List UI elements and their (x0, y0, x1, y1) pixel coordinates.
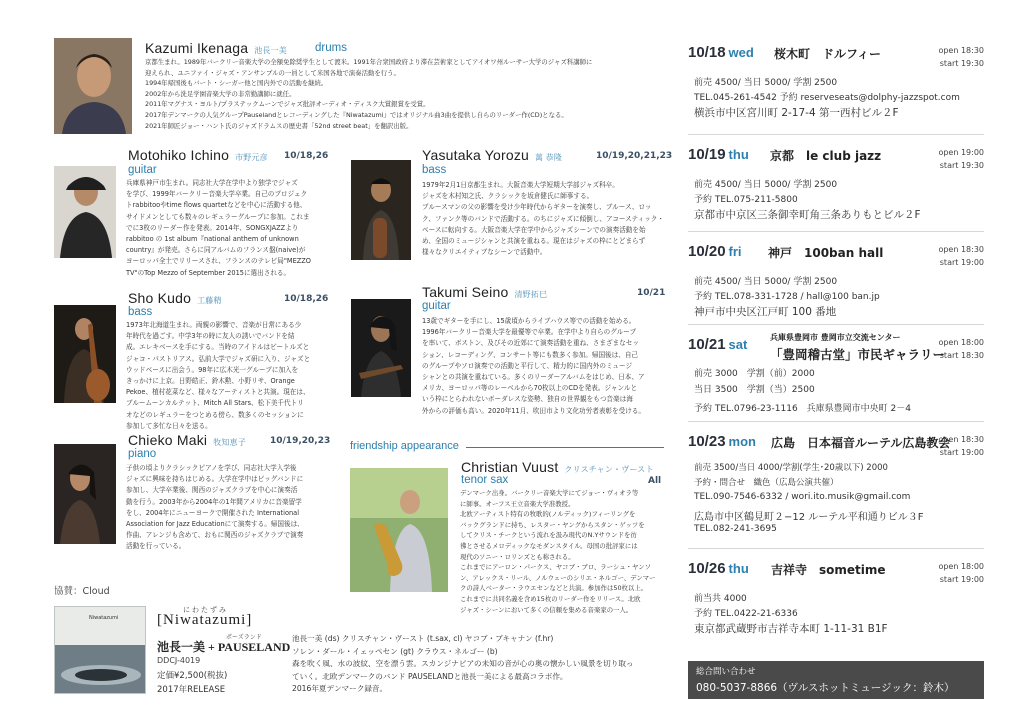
bio-line: 作曲、アレンジも含めて、おもに関西のジャズクラブで演奏 (126, 531, 304, 540)
musician-name: Yasutaka Yorozu (422, 147, 530, 163)
event-weekday: thu (728, 147, 749, 162)
bio-line: 京都生まれ。1989年バークリー音楽大学の全額免除奨学生として渡米。1991年合衆国政府より滞在芸術家としてアイオワ州ルーサー大学のジャズ科講師に (145, 58, 593, 66)
bio-line: 1973年北海道生まれ。両親の影響で、音楽が日常にある少 (126, 321, 302, 329)
event-open: open 18:00 (938, 338, 984, 347)
friendship-divider (466, 447, 664, 448)
name-christian-vuust (461, 459, 654, 475)
photo-takumi-seino (351, 299, 411, 397)
album-artist-prefix: 池長一美 + (157, 640, 218, 654)
bio-takumi-seino (422, 316, 667, 417)
musician-name-ja: クリスチャン・ヴースト (564, 465, 654, 474)
name-kazumi-ikenaga (145, 40, 287, 56)
bio-line: ブルームーンカルテット、Mitch All Stars、松下美千代トリ (126, 399, 304, 408)
bio-line: 彿とさせるメロディックなモダンスタイル。母国の批評家には (460, 541, 638, 550)
event-venue-sub: 兵庫県豊岡市 豊岡市立交流センター (770, 333, 901, 342)
musician-name-ja: 工藤精 (197, 296, 222, 305)
album-artist-ruby: ポーズランド (226, 634, 262, 641)
album-artist-band: PAUSELAND (217, 640, 291, 654)
event-10-26 (688, 560, 984, 640)
event-date-number: 10/20 (688, 243, 726, 260)
event-weekday: mon (728, 434, 756, 449)
event-price: 前売 4500/ 当日 5000/ 学割 2500 (694, 78, 838, 88)
event-venue: 広島 日本福音ルーテル広島教会 (771, 436, 951, 450)
event-date (688, 243, 742, 260)
bio-line: 北欧アーティスト特有の牧歌的(ノルディック)フィーリングを (460, 510, 636, 519)
event-date-number: 10/18 (688, 44, 726, 61)
bio-line: 子供の頃よりクラシックピアノを学び、同志社大学入学後 (126, 464, 297, 472)
dates-takumi: 10/21 (637, 288, 666, 298)
event-start: start 18:30 (939, 351, 984, 360)
contact-label: 総合問い合わせ (696, 667, 756, 677)
event-address: 広島市中区鶴見町２−12 ルーテル平和通りビル３F (694, 512, 924, 523)
bio-sho-kudo (126, 320, 326, 432)
event-address: 横浜市中区宮川町 2-17-4 第一西村ビル２F (694, 107, 899, 119)
bio-line: サイドメンとしても数々のレギュラーグループに参加。これま (126, 212, 310, 221)
event-price: 前売 4500/ 当日 5000/ 学割 2500 (694, 180, 838, 190)
bio-yasutaka-yorozu (422, 180, 667, 258)
event-open: open 18:30 (938, 435, 984, 444)
schedule-divider (688, 421, 984, 422)
event-start: start 19:00 (939, 258, 984, 267)
schedule-divider (688, 548, 984, 549)
dates-sho: 10/18,26 (284, 294, 329, 304)
bio-line: Association for Jazz Educationにて演奏する。帰国後は、 (126, 520, 304, 529)
event-price: 前売 3500/当日 4000/学割(学生･20歳以下) 2000 (694, 463, 888, 473)
event-10-18 (688, 44, 984, 136)
bio-line: のグループやソロ演奏での活動と平行して、精力的に国内外のミュージ (422, 361, 633, 370)
bio-line: 13歳でギターを手にし、15歳頃からライブハウス等での活動を始める。 (422, 317, 636, 325)
bio-motohiko-ichino (126, 178, 326, 279)
bio-line: 2011年マグナス・ヨルト/プラステックムーンでジャズ批評オーディオ・ディスク大賞銀賞を受賞。 (145, 100, 430, 109)
album-artist (157, 638, 290, 655)
bio-line: 池長一美 (ds) クリスチャン・ヴースト (t.sax, cl) ヤコブ・ブキャナン (f.hr) (292, 634, 554, 643)
album-description (292, 633, 672, 696)
event-times (938, 146, 984, 172)
event-date (688, 560, 749, 577)
event-price: 前売 4500/ 当日 5000/ 学割 2500 (694, 277, 838, 287)
event-contact: TEL.090-7546-6332 / wori.ito.musik@gmail.com (694, 492, 911, 502)
event-address: 京都市中京区三条御幸町角三条ありもとビル２F (694, 209, 921, 221)
schedule-divider (688, 231, 984, 232)
bio-line: 動を行う。2003年から2004年の1年間アメリカに音楽留学 (126, 497, 302, 506)
name-chieko-maki (128, 432, 246, 448)
event-date (688, 44, 754, 61)
album-cover-title: Niwatazumi (89, 615, 119, 621)
bio-line: 成。エレキベースを手にする。当時のアイドルはビートルズと (126, 343, 310, 352)
musician-name: Christian Vuust (461, 459, 559, 475)
bio-line: 2016年夏デンマーク録音。 (292, 684, 388, 694)
bio-line: オなどのレギュラーをつとめる傍ら、数多くのセッションに (126, 410, 304, 419)
bio-line: Pekoe、植村花菜など、様々なアーティストと共演。現在は、 (126, 388, 310, 397)
event-weekday: thu (728, 561, 749, 576)
event-times (938, 243, 984, 269)
bio-line: バックグランドに持ち、レスター・ヤングからスタン・ゲッツを (460, 520, 645, 529)
event-date-number: 10/23 (688, 433, 726, 450)
event-start: start 19:30 (939, 59, 984, 68)
event-start: start 19:00 (939, 448, 984, 457)
bio-line: きっかけに上京。日野皓正、鈴木勲、小野リサ、Orange (126, 377, 295, 386)
bio-line: トrabbitooやtime flows quartetなどを中心に活動する他、 (126, 201, 307, 210)
bio-line: ジャズ・シーンにおいて多くの信頼を集める音楽家の一人。 (460, 605, 633, 614)
event-open: open 18:00 (938, 562, 984, 571)
bio-line: TV"のTop Mezzo of September 2015に選出される。 (126, 268, 291, 277)
bio-line: め、全国のミュージシャンと共演を重ねる。現在はジャズの枠にとどまらず (422, 237, 646, 246)
bio-line: ベースに転向する。大阪音楽大学在学中からジャズシーンでの演奏活動を始 (422, 225, 646, 234)
event-venue: 京都 le club jazz (770, 149, 882, 163)
musician-name-ja: 池長一美 (254, 46, 288, 55)
bio-line: 2002年から洗足学園音楽大学の非常勤講師に就任。 (145, 89, 296, 98)
event-reservation: 予約 TEL.0422-21-6336 (694, 609, 798, 619)
bio-line: をし、2004年にニューヨークで開催された International (126, 508, 300, 517)
musician-name: Kazumi Ikenaga (145, 40, 249, 56)
event-weekday: sat (728, 337, 748, 352)
instrument-chieko: piano (128, 448, 157, 460)
dates-motohiko: 10/18,26 (284, 151, 329, 161)
event-10-23 (688, 433, 984, 553)
schedule-divider (688, 324, 984, 325)
bio-line: 外からの評価も高い。2020年11月、吹田市より文化功労者表彰を受ける。 (422, 406, 645, 415)
event-10-21 (688, 333, 984, 426)
event-open: open 18:30 (938, 245, 984, 254)
musician-name-ja: 牧知恵子 (213, 438, 247, 447)
event-address: 東京都武蔵野市吉祥寺本町 1-11-31 B1F (694, 623, 888, 635)
photo-motohiko-ichino (54, 166, 116, 258)
event-reservation: 予約 TEL.075-211-5800 (694, 195, 798, 205)
event-open: open 18:30 (938, 46, 984, 55)
event-venue: 桜木町 ドルフィー (774, 47, 882, 61)
bio-line: 森を吹く風、水の波紋、空を漂う雲。スカンジナビアの未知の音が心の奥の懐かしい風景を切り取っ (292, 659, 634, 669)
bio-kazumi-ikenaga (145, 57, 665, 131)
bio-chieko-maki (126, 463, 326, 553)
album-title-ruby: にわたずみ (183, 606, 228, 614)
event-venue: 「豊岡稽古堂」市民ギャラリー (770, 347, 946, 362)
bio-line: いう枠にとらわれないボーダレスな姿勢、独自の世界観をもつ音楽は海 (422, 395, 633, 404)
bio-line: ジャズを木村知之氏、クラシックを坂倉健氏に師事する。 (422, 192, 594, 201)
dates-chieko: 10/19,20,23 (270, 436, 331, 446)
event-venue: 吉祥寺 sometime (771, 563, 886, 577)
event-price: 前当共 4000 (694, 594, 747, 604)
friendship-label: friendship appearance (350, 440, 459, 452)
musician-name: Takumi Seino (422, 284, 509, 300)
event-weekday: fri (728, 244, 742, 259)
photo-sho-kudo (54, 305, 116, 403)
event-date-number: 10/26 (688, 560, 726, 577)
event-reservation: TEL.045-261-4542 予約 reserveseats@dolphy-jazzspot.com (694, 93, 960, 103)
event-price-door: 当日 3500 学割（当）2500 (694, 385, 815, 395)
instrument-motohiko: guitar (128, 164, 157, 176)
photo-kazumi-ikenaga (54, 38, 132, 134)
event-times (938, 433, 984, 459)
bio-line: を学び、1999年バークリー音楽大学卒業。自己のプロジェク (126, 190, 308, 199)
event-date-number: 10/19 (688, 146, 726, 163)
bio-line: でに3枚のリーダー作を発表。2014年、SONGXJAZZより (126, 223, 299, 232)
name-motohiko-ichino (128, 147, 268, 163)
name-takumi-seino (422, 284, 547, 300)
bio-christian-vuust (460, 488, 670, 615)
musician-name-ja: 萬 恭隆 (535, 153, 563, 162)
bio-line: 参加し、大学卒業後、関西のジャズクラブを中心に演奏活 (126, 486, 298, 495)
instrument-christian: tenor sax (461, 474, 509, 486)
instrument-sho: bass (128, 306, 153, 318)
bio-line: 現代のソニー・ロリンズとも称される。 (460, 552, 575, 561)
bio-line: ウッドベースに出会う。98年に広木光一グループに加入を (126, 365, 299, 374)
bio-line: 2021年師匠ジョー・ハント氏のジャズドラムスの歴史書「52nd street beat」を翻訳出版。 (145, 121, 413, 130)
bio-line: 様々なクリエイティブなシーンで活動中。 (422, 248, 547, 257)
dates-yasutaka: 10/19,20,21,23 (596, 151, 673, 161)
event-venue-phone: TEL.082-241-3695 (694, 524, 777, 534)
bio-line: してクリス・チークという流れを汲み現代のN.Yサウンドを彷 (460, 531, 637, 540)
musician-name-ja: 市野元彦 (235, 153, 268, 162)
event-10-19 (688, 146, 984, 234)
musician-name: Chieko Maki (128, 432, 208, 448)
event-venue: 神戸 100ban hall (768, 246, 884, 260)
event-date-number: 10/21 (688, 336, 726, 353)
bio-line: シャンとの共演を重ねている。多くのリーダーアルバムをはじめ、日本、ア (422, 373, 645, 382)
name-sho-kudo (128, 290, 222, 306)
photo-chieko-maki (54, 444, 116, 544)
musician-name: Motohiko Ichino (128, 147, 230, 163)
event-date (688, 146, 749, 163)
bio-line: 2017年デンマークの人気グループPauselandとレコーディングした『Niwatazumi』ではオリジナル曲3曲を提供し自らのリーダー作(CD)となる。 (145, 110, 568, 119)
schedule-divider (688, 134, 984, 135)
bio-line: 1996年バークリー音楽大学を最優等で卒業。在学中より自らのグループ (422, 328, 637, 337)
bio-line: ていく。北欧デンマークのバンド PAUSELANDと池長一美による最高コラボ作。 (292, 671, 568, 681)
photo-christian-vuust (350, 468, 448, 592)
album-price: 定価¥2,500(税抜) (157, 671, 228, 681)
bio-line: ション、レコーディング、コンサート等にも数多く参加。帰国後は、自己 (422, 350, 639, 359)
instrument-kazumi: drums (315, 42, 347, 54)
bio-line: country』が発売。さらに同アルバムのフランス盤(naive)が (126, 246, 306, 255)
album-code: DDCJ-4019 (157, 656, 201, 665)
event-address: 神戸市中央区江戸町 100 番地 (694, 306, 837, 318)
bio-line: ク、ファンク等のバンドで活動する。のちにジャズに傾倒し、アコースティック・ (422, 214, 664, 223)
bio-line: 年時代を過ごす。中学3年の時に友人の誘いでバンドを結 (126, 332, 295, 341)
album-title: [Niwatazumi] (157, 612, 253, 628)
dates-christian: All (648, 476, 662, 486)
bio-line: 参加して多忙な日々を送る。 (126, 421, 212, 430)
event-reservation: 予約 TEL.078-331-1728 / hall@100 ban.jp (694, 292, 880, 302)
bio-line: これまでにアーロン・パークス、ヤコブ・ブロ、ラーシュ・ヤンソ (460, 563, 652, 572)
photo-yasutaka-yorozu (351, 160, 411, 260)
album-release: 2017年RELEASE (157, 685, 226, 695)
bio-line: 活動を行っている。 (126, 542, 186, 551)
event-price: 前売 3000 学割（前）2000 (694, 369, 815, 379)
event-date (688, 433, 756, 450)
bio-line: ヨーロッパ全土でリリースされ、フランスのテレビ局"MEZZO (126, 257, 311, 266)
bio-line: ジャコ・パストリアス。弘前大学でジャズ研に入り、ジャズと (126, 354, 311, 363)
musician-name: Sho Kudo (128, 290, 192, 306)
bio-line: 迎えられ、ユニファイ・ジャズ・アンサンブルの一員として米国各地で演奏活動を行う。 (145, 68, 400, 77)
bio-line: ジャズに興味を持ちはじめる。大学在学中はビッグバンドに (126, 475, 304, 484)
bio-line: を率いて、ボストン、及びその近郊にて演奏活動を重ね、さまざまなセッ (422, 339, 639, 348)
instrument-takumi: guitar (422, 300, 451, 312)
musician-name-ja: 清野拓巳 (514, 290, 548, 299)
event-reservation: 予約 TEL.0796-23-1116 兵庫県豊岡市中央町 2－4 (694, 404, 911, 414)
sponsor: 協賛：Cloud (54, 586, 110, 597)
event-times (938, 560, 984, 586)
event-weekday: wed (728, 45, 754, 60)
bio-line: ン、アレックス・リール、ノルウェーのシリエ・ネルゴー、デンマー (460, 573, 656, 582)
bio-line: クの詩人ベーター・ラウエセンなどと共演。参加作は50枚以上。 (460, 584, 648, 593)
bio-line: に師事。オーフス王立音楽大学准教授。 (460, 499, 575, 508)
bio-line: 1994年帰国後もバート・シーガー他と国内外での活動を継続。 (145, 79, 328, 88)
event-times (938, 336, 984, 362)
contact-text: 080-5037-8866（ヴルスホットミュージック：鈴木） (696, 682, 955, 694)
event-reservation: 予約・問合せ 織色（広島公演共催） (694, 478, 839, 488)
event-open: open 19:00 (938, 148, 984, 157)
event-date (688, 336, 747, 353)
name-yasutaka-yorozu (422, 147, 562, 163)
bio-line: デンマーク出身。バークリー音楽大学にてジョー・ヴィオラ等 (460, 489, 639, 497)
bio-line: これまでに共同名義を含め15枚のリーダー作をリリース。北欧 (460, 594, 641, 603)
event-times (938, 44, 984, 70)
event-start: start 19:00 (939, 575, 984, 584)
bio-line: 1979年2月1日京都生まれ。大阪音楽大学短期大学部ジャズ科卒。 (422, 181, 619, 189)
album-cover (54, 606, 146, 694)
bio-line: 兵庫県神戸市生まれ。同志社大学在学中より独学でジャズ (126, 179, 298, 187)
instrument-yasutaka: bass (422, 164, 447, 176)
event-start: start 19:30 (939, 161, 984, 170)
bio-line: ソレン・ダール・イェッペセン (gt) クラウス・ネルゴー (b) (292, 646, 498, 656)
bio-line: メリカ、ヨーロッパ等のレーベルから70枚以上のCDを発表。ジャンルと (422, 384, 638, 393)
bio-line: ブルースマンの父の影響を受け少年時代からギターを演奏し、ブルース、ロッ (422, 203, 652, 212)
event-10-20 (688, 243, 984, 327)
general-contact (688, 661, 984, 699)
bio-line: rabbitoo の 1st album『national anthem of unknown (126, 235, 299, 244)
